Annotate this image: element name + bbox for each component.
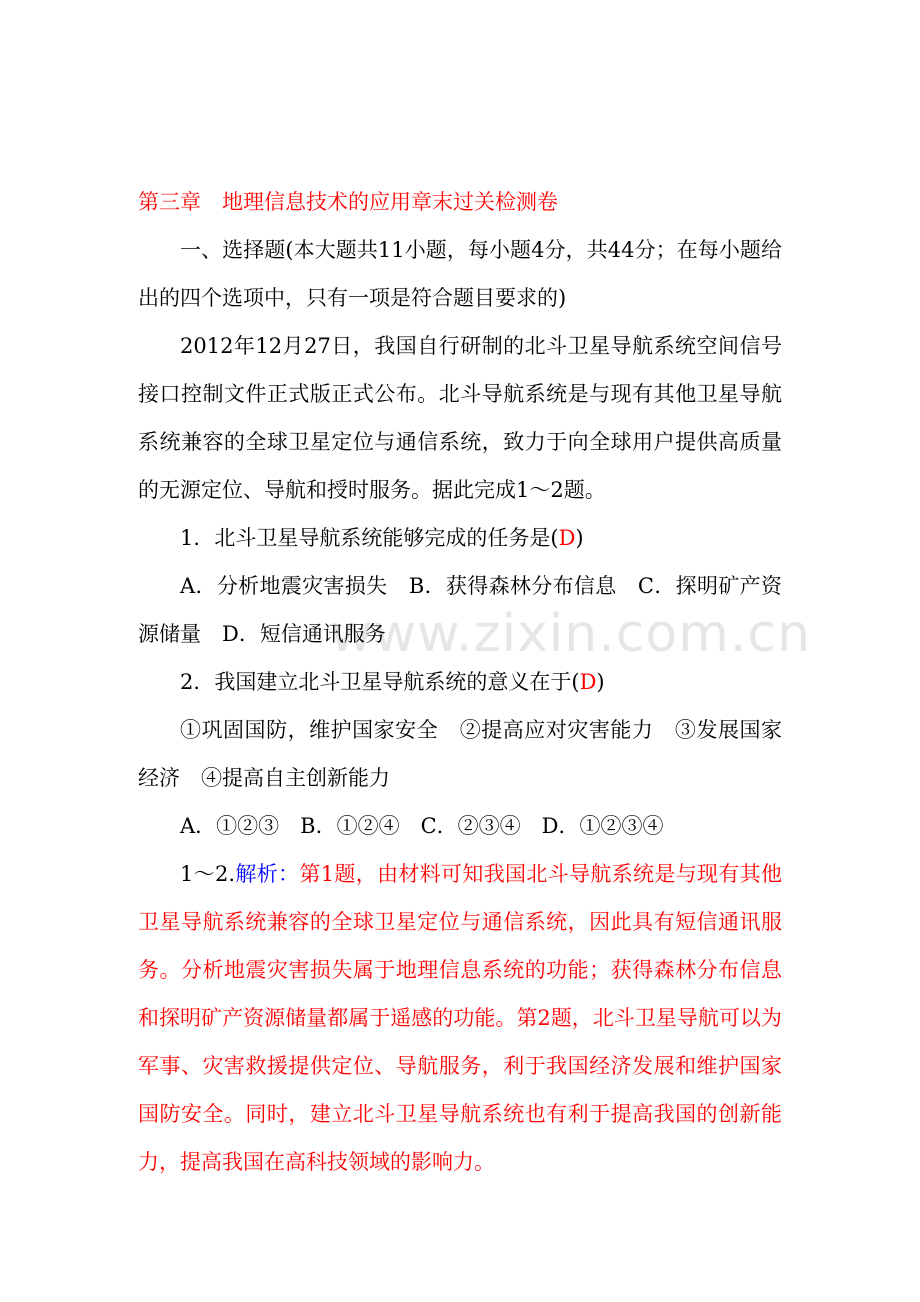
question-2-stem-text: 2．我国建立北斗卫星导航系统的意义在于( [180, 670, 580, 694]
question-1-answer: D [558, 526, 576, 550]
document-content [138, 178, 782, 1186]
question-2-statements: ①巩固国防，维护国家安全 ②提高应对灾害能力 ③发展国家经济 ④提高自主创新能力 [138, 718, 782, 790]
section-heading: 一、选择题(本大题共11小题，每小题4分，共44分；在每小题给出的四个选项中，只有一项是符合题目要求的) [138, 238, 782, 310]
question-2-options: A．①②③ B．①②④ C．②③④ D．①②③④ [180, 814, 664, 838]
question-1-stem [138, 514, 782, 562]
analysis-prefix: 1～2. [180, 862, 236, 886]
watermark: www.zixin.com.cn [330, 604, 811, 664]
analysis-text: 第1题，由材料可知我国北斗导航系统是与现有其他卫星导航系统兼容的全球卫星定位与通信系统，因此具有短信通讯服务。分析地震灾害损失属于地理信息系统的功能；获得森林分布信息和探明矿产资源储量都属于遥感的功能。第2题，北斗卫星导航可以为军事、灾害救援提供定位、导航服务，利于我国经济发展和维护国家国防安全。同时，建立北斗卫星导航系统也有利于提高我国的创新能力，提高我国在高科技领域的影响力。 [138, 862, 783, 1174]
question-1-stem-close: ) [575, 526, 584, 550]
analysis-paragraph [138, 850, 782, 1186]
document-title: 第三章 地理信息技术的应用章末过关检测卷 [138, 190, 558, 214]
question-2-answer: D [579, 670, 597, 694]
analysis-label: 解析： [235, 862, 300, 886]
reading-passage: 2012年12月27日，我国自行研制的北斗卫星导航系统空间信号接口控制文件正式版正式公布。北斗导航系统是与现有其他卫星导航系统兼容的全球卫星定位与通信系统，致力于向全球用户提供高质量的无源定位、导航和授时服务。据此完成1～2题。 [138, 334, 782, 502]
question-1-stem-text: 1．北斗卫星导航系统能够完成的任务是( [180, 526, 559, 550]
question-2-stem-close: ) [596, 670, 605, 694]
question-2-stem [138, 658, 782, 706]
question-1-options: A．分析地震灾害损失 B．获得森林分布信息 C．探明矿产资源储量 D．短信通讯服务 [138, 574, 782, 646]
